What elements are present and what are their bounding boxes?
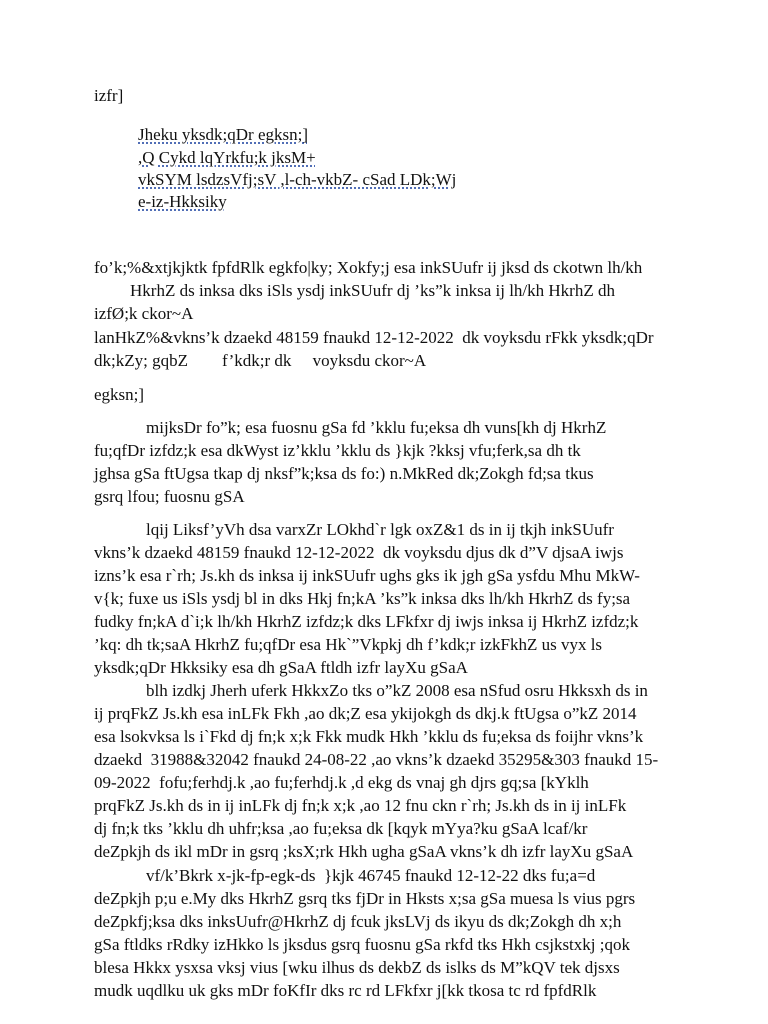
body-line: ’kq: dh tk;saA HkrhZ fu;qfDr esa Hk`”Vkpkj dh f’kdk;r izkFkhZ us vyx ls: [94, 635, 603, 654]
body-line: blesa Hkkx ysxsa vksj vius [wku ilhus ds dekbZ ds islks ds M”kQV tek djsxs: [94, 958, 620, 977]
body-line: fudky fn;kA d`i;k lh/kh HkrhZ izfdz;k dks LFkfxr dj iwjs inksa ij HkrhZ izfdz;k: [94, 612, 639, 631]
body-line: vf/k’Bkrk x-jk-fp-egk-ds }kjk 46745 fnaukd 12-12-22 dks fu;a=d: [146, 866, 596, 885]
reference-line: lanHkZ%&vkns’k dzaekd 48159 fnaukd 12-12-2022 dk voyksdu rFkk yksdk;qDr: [94, 328, 654, 347]
body-line: lqij Liksf’yVh dsa varxZr LOkhd`r lgk oxZ&1 ds in ij tkjh inkSUufr: [146, 520, 614, 539]
body-line: prqFkZ Js.kh ds in ij inLFk dj fn;k x;k ,ao 12 fnu ckn r`rh; Js.kh ds in ij inLFk: [94, 796, 627, 815]
body-line: fu;qfDr izfdz;k esa dkWyst iz’kklu ’kklu ds }kjk ?kksj vfu;ferk,sa dh tk: [94, 441, 581, 460]
body-line: esa lsokvksa ls i`Fkd dj fn;k x;k Fkk mudk Hkh ’kklu ds fu;eksa ds foijhr vkns’k: [94, 727, 644, 746]
body-line: mijksDr fo”k; esa fuosnu gSa fd ’kklu fu;eksa dh vuns[kh dj HkrhZ: [146, 418, 607, 437]
body-line: jghsa gSa ftUgsa tkap dj nksf”k;ksa ds fo:) n.MkRed dk;Zokgh fd;sa tkus: [94, 464, 594, 483]
body-line: mudk uqdlku uk gks mDr foKfIr dks rc rd LFkfxr j[kk tkosa tc rd fpfdRlk: [94, 981, 597, 1000]
subject-line: fo’k;%&xtjkjktk fpfdRlk egkfo|ky; Xokfy;j esa inkSUufr ij jksd ds ckotwn lh/kh: [94, 258, 643, 277]
body-line: deZpkfj;ksa dks inksUufr@HkrhZ dj fcuk jksLVj ds ikyu ds dk;Zokgh dh x;h: [94, 912, 622, 931]
body-line: v{k; fuxe us iSls ysdj bl in dks Hkj fn;kA ’ks”k inksa dks lh/kh HkrhZ ds fy;sa: [94, 589, 631, 608]
body-line: ij prqFkZ Js.kh esa inLFk Fkh ,ao dk;Z esa ykijokgh ds dkj.k ftUgsa o”kZ 2014: [94, 704, 637, 723]
body-line: dzaekd 31988&32042 fnaukd 24-08-22 ,ao vkns’k dzaekd 35295&303 fnaukd 15-: [94, 750, 659, 769]
reference-line: dk;kZy; gqbZ f’kdk;r dk voyksdu ckor~A: [94, 351, 427, 370]
body-line: deZpkjh p;u e.My dks HkrhZ gsrq tks fjDr in Hksts x;sa gSa muesa ls vius pgrs: [94, 889, 636, 908]
salutation: egksn;]: [94, 385, 145, 404]
body-line: gSa ftldks rRdky izHkko ls jksdus gsrq fuosnu gSa rkfd tks Hkh csjkstxkj ;qok: [94, 935, 630, 954]
address-line: ,Q Cykd lqYrkfu;k jksM+: [138, 148, 316, 167]
body-line: blh izdkj Jherh uferk HkkxZo tks o”kZ 2008 esa nSfud osru Hkksxh ds in: [146, 681, 648, 700]
body-line: dj fn;k tks ’kklu dh uhfr;ksa ,ao fu;eksa dk [kqyk mYya?ku gSaA lcaf/kr: [94, 819, 588, 838]
subject-line: izfØ;k ckor~A: [94, 304, 194, 323]
body-line: deZpkjh ds ikl mDr in gsrq ;ksX;rk Hkh ugha gSaA vkns’k dh izfr layXu gSaA: [94, 842, 634, 861]
body-line: yksdk;qDr Hkksiky esa dh gSaA ftldh izfr layXu gSaA: [94, 658, 468, 677]
address-line: e-iz-Hkksiky: [138, 192, 227, 211]
body-line: gsrq lfou; fuosnu gSA: [94, 487, 245, 506]
body-line: 09-2022 fofu;ferhdj.k ,ao fu;ferhdj.k ,d ekg ds vnaj gh djrs gq;sa [kYklh: [94, 773, 589, 792]
subject-line: HkrhZ ds inksa dks iSls ysdj inkSUufr dj ’ks”k inksa ij lh/kh HkrhZ dh: [130, 281, 615, 300]
address-line: vkSYM lsdzsVfj;sV ,l-ch-vkbZ- cSad LDk;Wj: [138, 170, 457, 189]
heading: izfr]: [94, 86, 124, 105]
body-line: izns’k esa r`rh; Js.kh ds inksa ij inkSUufr ughs gks ik jgh gSa ysfdu Mhu MkW-: [94, 566, 640, 585]
address-line: Jheku yksdk;qDr egksn;]: [138, 125, 308, 144]
body-line: vkns’k dzaekd 48159 fnaukd 12-12-2022 dk voyksdu djus dk d”V djsaA iwjs: [94, 543, 624, 562]
